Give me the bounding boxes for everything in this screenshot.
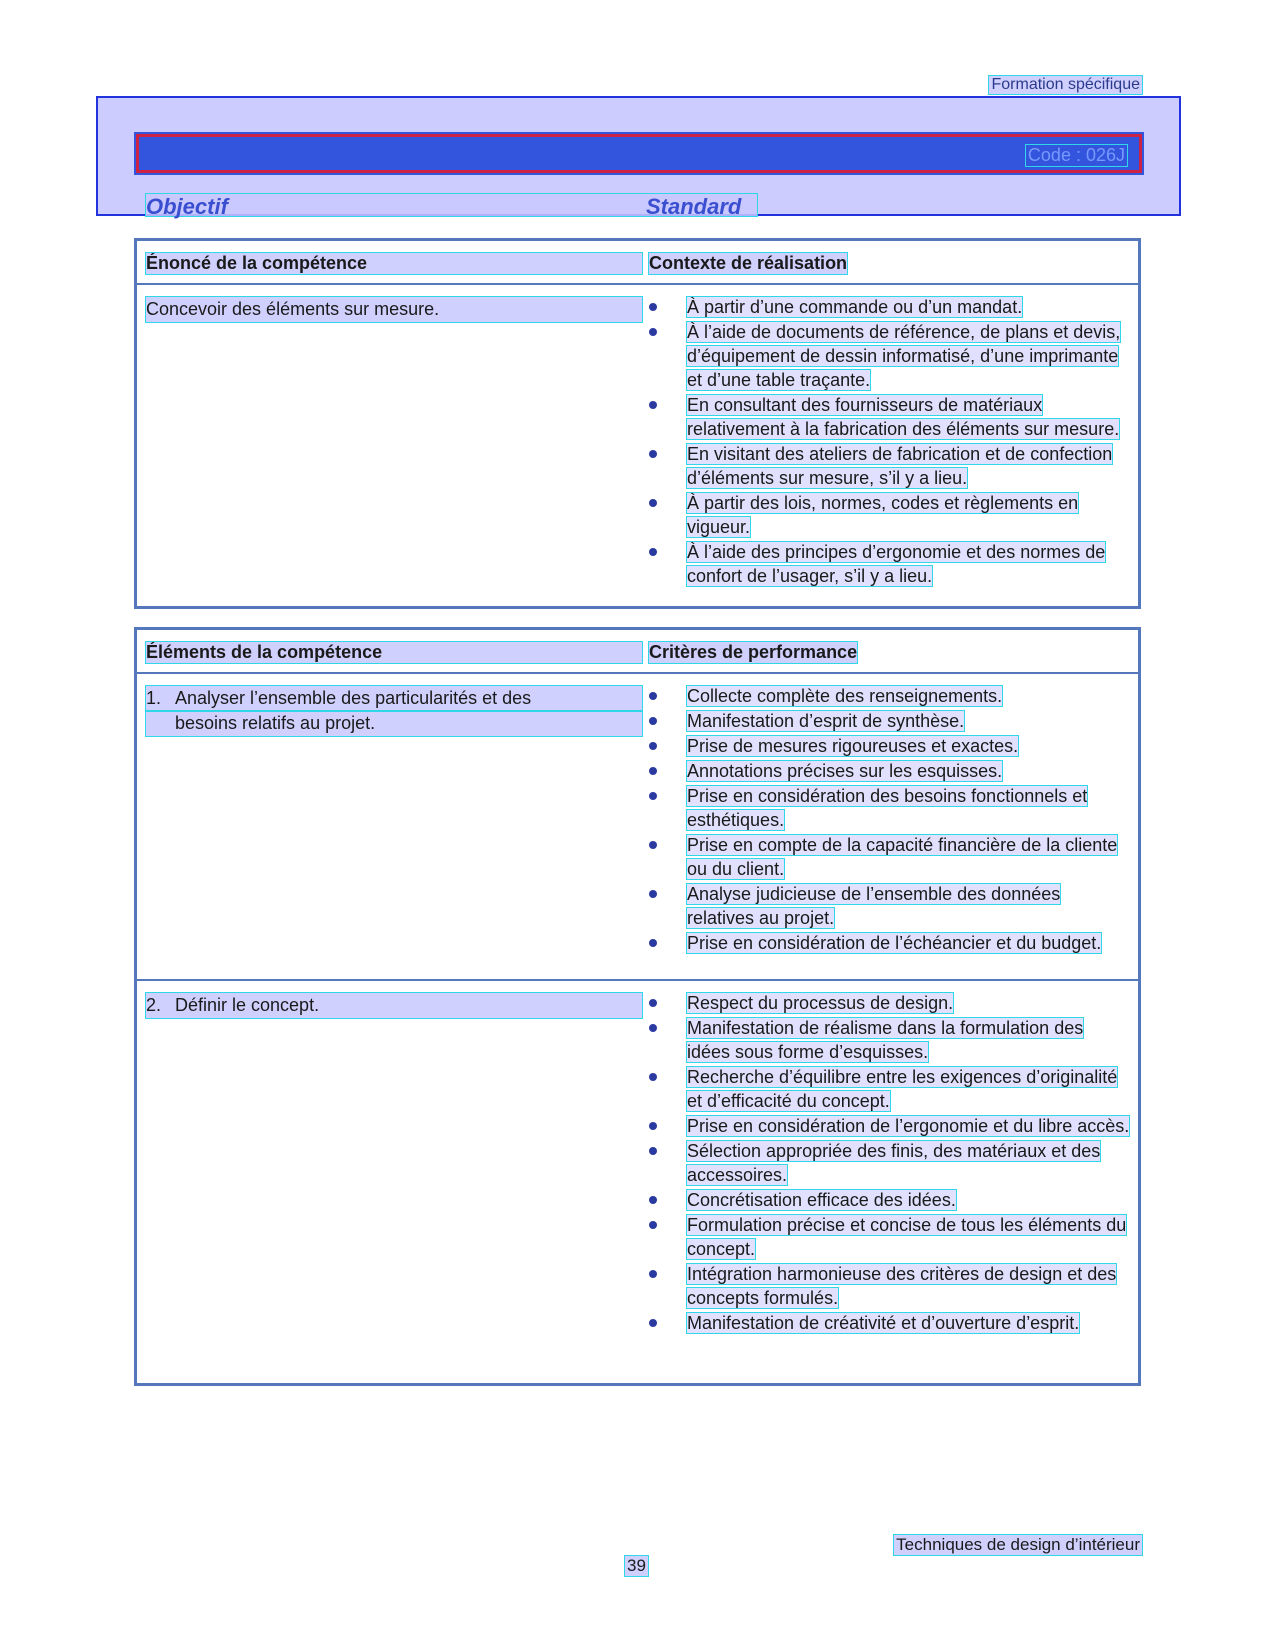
bullet-icon: [649, 767, 657, 775]
bullet-icon: [649, 792, 657, 800]
column-header-elements: Éléments de la compétence: [146, 642, 642, 663]
competence-header-panel: [96, 96, 1181, 219]
bullet-icon: [649, 939, 657, 947]
list-item: [642, 393, 1130, 441]
list-item: [642, 991, 1130, 1015]
list-item-text: À l’aide de documents de référence, de plans et devis, d’équipement de dessin informatisé, d’une imprimante et d’une table traçante.: [687, 322, 1121, 390]
bullet-icon: [649, 548, 657, 556]
criteres-list: [642, 991, 1130, 1335]
list-item: [642, 1262, 1130, 1310]
criteres-list-cell: [642, 991, 1130, 1336]
list-item-text: Prise en considération de l’ergonomie et du libre accès.: [687, 1116, 1130, 1136]
list-item: [642, 320, 1130, 392]
list-item: [642, 540, 1130, 588]
criteres-list-cell: [642, 684, 1130, 956]
list-item-text: Recherche d’équilibre entre les exigences d’originalité et d’efficacité du concept.: [687, 1067, 1118, 1111]
footer-program-name: Techniques de design d’intérieur: [896, 1535, 1140, 1554]
list-item-text: Manifestation de créativité et d’ouverture d’esprit.: [687, 1313, 1080, 1333]
list-item: [642, 784, 1130, 832]
contexte-list: [642, 295, 1130, 588]
element-text: Définir le concept.: [175, 995, 320, 1015]
list-item-text: Formulation précise et concise de tous les éléments du concept.: [687, 1215, 1127, 1259]
table-elements-criteres: [134, 627, 1141, 1386]
code-bar: [136, 134, 1142, 173]
element-2: [146, 993, 642, 1018]
criteres-list: [642, 684, 1130, 955]
standard-label: Standard: [646, 194, 742, 219]
bullet-icon: [649, 1024, 657, 1032]
element-number: 2.: [146, 995, 162, 1015]
column-header-enonce: Énoncé de la compétence: [146, 253, 642, 274]
list-item: [642, 1311, 1130, 1335]
bullet-icon: [649, 401, 657, 409]
competence-text: Concevoir des éléments sur mesure.: [146, 297, 642, 322]
bullet-icon: [649, 1073, 657, 1081]
column-header-criteres: Critères de performance: [649, 642, 858, 662]
list-item: [642, 1065, 1130, 1113]
element-text: Analyser l’ensemble des particularités et des: [175, 688, 532, 708]
list-item: [642, 833, 1130, 881]
list-item-text: Collecte complète des renseignements.: [687, 686, 1003, 706]
contexte-list-cell: [642, 295, 1130, 589]
list-item-text: Concrétisation efficace des idées.: [687, 1190, 956, 1210]
objectif-label: Objectif: [146, 194, 228, 219]
bullet-icon: [649, 1122, 657, 1130]
list-item-text: Manifestation de réalisme dans la formulation des idées sous forme d’esquisses.: [687, 1018, 1084, 1062]
column-header-contexte: Contexte de réalisation: [649, 253, 848, 273]
table-competence-contexte: [134, 238, 1141, 609]
page-number: 39: [627, 1556, 646, 1575]
table-row: [137, 285, 1138, 606]
list-item: [642, 491, 1130, 539]
list-item-text: Prise en considération des besoins fonctionnels et esthétiques.: [687, 786, 1088, 830]
bullet-icon: [649, 841, 657, 849]
objectif-standard-row: [146, 194, 757, 219]
list-item: [642, 442, 1130, 490]
list-item-text: Annotations précises sur les esquisses.: [687, 761, 1003, 781]
element-number: 1.: [146, 688, 162, 708]
competence-statement: [146, 297, 642, 322]
list-item-text: Respect du processus de design.: [687, 993, 954, 1013]
list-item-text: En consultant des fournisseurs de matériaux relativement à la fabrication des éléments sur mesure.: [687, 395, 1120, 439]
list-item-text: En visitant des ateliers de fabrication et de confection d’éléments sur mesure, s’il y a lieu.: [687, 444, 1113, 488]
bullet-icon: [649, 1221, 657, 1229]
top-label: Formation spécifique: [991, 76, 1140, 93]
list-item: [642, 1016, 1130, 1064]
list-item-text: Manifestation d’esprit de synthèse.: [687, 711, 965, 731]
list-item: [642, 1188, 1130, 1212]
list-item: [642, 1139, 1130, 1187]
list-item-text: À l’aide des principes d’ergonomie et des normes de confort de l’usager, s’il y a lieu.: [687, 542, 1106, 586]
list-item: [642, 759, 1130, 783]
bullet-icon: [649, 328, 657, 336]
bullet-icon: [649, 692, 657, 700]
table-header: [137, 241, 1138, 285]
list-item: [642, 1213, 1130, 1261]
bullet-icon: [649, 999, 657, 1007]
list-item-text: À partir des lois, normes, codes et règlements en vigueur.: [687, 493, 1079, 537]
list-item-text: À partir d’une commande ou d’un mandat.: [687, 297, 1023, 317]
element-1: [146, 686, 642, 736]
list-item-text: Intégration harmonieuse des critères de design et des concepts formulés.: [687, 1264, 1117, 1308]
list-item-text: Prise en considération de l’échéancier et du budget.: [687, 933, 1102, 953]
list-item-text: Sélection appropriée des finis, des matériaux et des accessoires.: [687, 1141, 1101, 1185]
list-item: [642, 931, 1130, 955]
element-text-continued: besoins relatifs au projet.: [146, 711, 642, 736]
bullet-icon: [649, 1319, 657, 1327]
list-item-text: Prise en compte de la capacité financière de la cliente ou du client.: [687, 835, 1118, 879]
competence-code: Code : 026J: [1027, 145, 1125, 165]
bullet-icon: [649, 1196, 657, 1204]
list-item-text: Analyse judicieuse de l’ensemble des données relatives au projet.: [687, 884, 1061, 928]
bullet-icon: [649, 717, 657, 725]
table-row: [137, 674, 1138, 979]
list-item: [642, 734, 1130, 758]
bullet-icon: [649, 450, 657, 458]
bullet-icon: [649, 742, 657, 750]
list-item: [642, 882, 1130, 930]
table-row: [137, 979, 1138, 1383]
list-item: [642, 1114, 1130, 1138]
list-item: [642, 709, 1130, 733]
bullet-icon: [649, 499, 657, 507]
list-item: [642, 684, 1130, 708]
bullet-icon: [649, 1147, 657, 1155]
bullet-icon: [649, 303, 657, 311]
bullet-icon: [649, 890, 657, 898]
list-item: [642, 295, 1130, 319]
table-header: [137, 630, 1138, 674]
list-item-text: Prise de mesures rigoureuses et exactes.: [687, 736, 1019, 756]
bullet-icon: [649, 1270, 657, 1278]
